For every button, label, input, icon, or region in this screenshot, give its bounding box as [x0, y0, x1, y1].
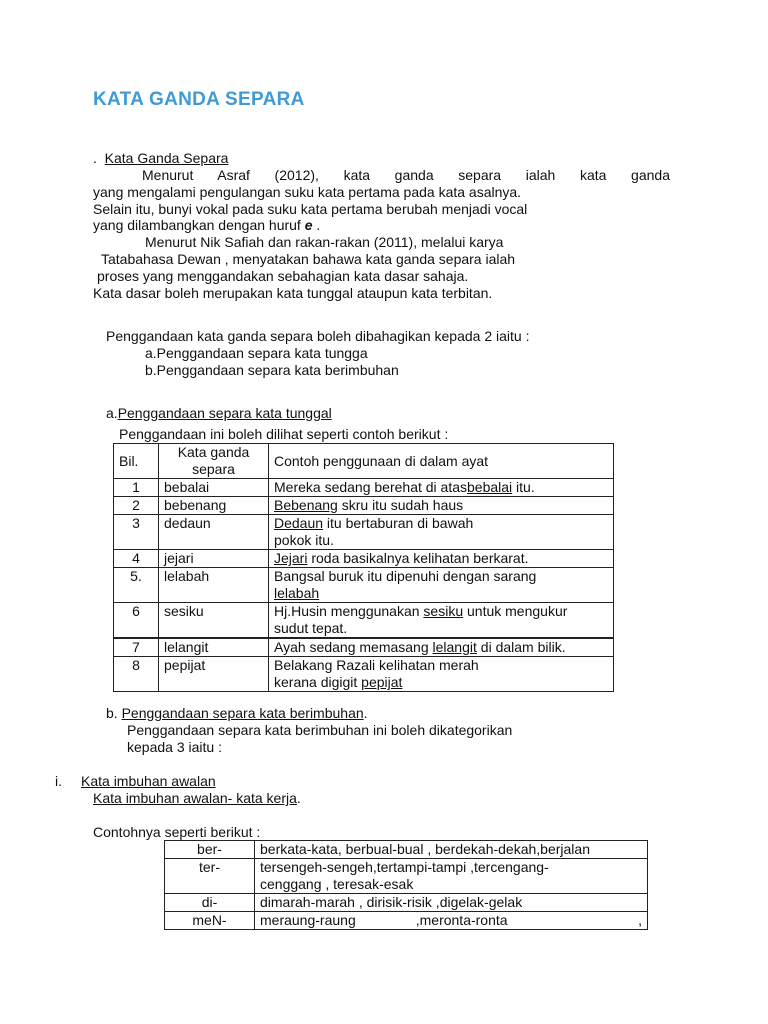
- section-i-heading: Kata imbuhan awalan: [81, 773, 216, 789]
- examples-line1: berkata-kata, berbual-bual , berdekah-dekah,berjalan: [260, 841, 590, 857]
- intro-p2-line2: Tatabahasa Dewan , menyatakan bahawa kata ganda separa ialah: [101, 251, 516, 267]
- contoh-line1: [274, 568, 608, 585]
- section-i-sub-text: Kata imbuhan awalan- kata kerja: [93, 790, 297, 806]
- table-header-row: [114, 444, 614, 479]
- division-b: b.Penggandaan separa kata berimbuhan: [145, 362, 399, 378]
- section-i-sub-end: .: [296, 790, 301, 806]
- table-row: [114, 479, 614, 497]
- examples-text: meraung-raung: [260, 912, 356, 928]
- intro-heading-text: Kata Ganda Separa: [104, 150, 229, 166]
- row-contoh: [269, 657, 614, 692]
- table-row: [114, 657, 614, 692]
- contoh-text: Mereka sedang berehat di atas: [274, 479, 468, 495]
- table-row: [114, 568, 614, 603]
- contoh-line1: [274, 497, 608, 514]
- section-a-prefix: a.: [106, 405, 118, 421]
- contoh-text: pokok itu.: [274, 532, 334, 548]
- row-bil: 2: [114, 497, 159, 515]
- kata-tunggal-table: [113, 443, 614, 692]
- intro-p2-line3: proses yang menggandakan sebahagian kata dasar sahaja.: [97, 268, 469, 284]
- contoh-line2: [274, 620, 608, 637]
- row-examples: [255, 894, 648, 912]
- row-examples: [255, 859, 648, 894]
- contoh-text: di dalam bilik.: [476, 639, 566, 655]
- division-lead: Penggandaan kata ganda separa boleh dibahagikan kepada 2 iaitu :: [106, 328, 530, 344]
- row-kata: jejari: [159, 550, 269, 568]
- row-contoh: [269, 515, 614, 550]
- section-b-heading: [106, 705, 368, 722]
- contoh-text: kerana digigit: [274, 674, 362, 690]
- intro-p1-line2: yang mengalami pengulangan suku kata pertama pada kata asalnya.: [93, 184, 522, 200]
- page-title: KATA GANDA SEPARA: [93, 89, 305, 110]
- contoh-highlight: lelangit: [432, 639, 477, 655]
- contoh-text: Belakang Razali kelihatan merah: [274, 657, 479, 673]
- contoh-text: Ayah sedang memasang: [274, 639, 433, 655]
- header-contoh: [269, 444, 614, 479]
- section-i-sub: [93, 790, 301, 807]
- row-bil: 6: [114, 603, 159, 639]
- contoh-highlight: bebalai: [467, 479, 513, 495]
- contoh-highlight: pepijat: [361, 674, 403, 690]
- contoh-text: Hj.Husin menggunakan: [274, 603, 424, 619]
- contoh-text: sudut tepat.: [274, 620, 348, 636]
- table-row: [165, 912, 648, 930]
- examples-line1: dimarah-marah , dirisik-risik ,digelak-gelak: [260, 894, 523, 910]
- contoh-text: itu bertaburan di bawah: [323, 515, 474, 531]
- table-row: [165, 894, 648, 912]
- intro-p1-line1: Menurut Asraf (2012), kata ganda separa ialah kata ganda: [142, 167, 670, 183]
- row-kata: bebenang: [159, 497, 269, 515]
- row-contoh: [269, 550, 614, 568]
- row-prefix: meN-: [165, 912, 255, 930]
- row-bil: 3: [114, 515, 159, 550]
- row-bil: 4: [114, 550, 159, 568]
- contoh-line2: [274, 585, 608, 602]
- examples-line2: cenggang , teresak-esak: [260, 876, 414, 892]
- section-a-heading: [106, 405, 332, 422]
- section-i-num: i.: [55, 773, 62, 789]
- row-bil: 8: [114, 657, 159, 692]
- row-contoh: [269, 568, 614, 603]
- intro-p1-line4: [93, 217, 320, 234]
- row-contoh: [269, 638, 614, 657]
- contoh-line1: [274, 515, 608, 532]
- intro-p1-letter-e: e: [304, 217, 313, 233]
- contoh-line2: [274, 674, 608, 691]
- contoh-line1: [274, 550, 608, 567]
- row-prefix: ter-: [165, 859, 255, 894]
- intro-heading: [93, 150, 228, 167]
- section-b-heading-end: .: [363, 705, 368, 721]
- intro-p1-line4-end: .: [312, 217, 321, 233]
- section-i-lead: Contohnya seperti berikut :: [93, 824, 261, 840]
- section-b-prefix: b.: [106, 705, 122, 721]
- contoh-highlight: Bebenang: [274, 497, 338, 513]
- section-a-lead: Penggandaan ini boleh dilihat seperti contoh berikut :: [119, 426, 449, 442]
- row-kata: lelabah: [159, 568, 269, 603]
- section-a-heading-text: Penggandaan separa kata tunggal: [117, 405, 332, 421]
- contoh-text: untuk mengukur: [463, 603, 568, 619]
- header-contoh-text: Contoh penggunaan di dalam ayat: [274, 452, 489, 469]
- section-b-heading-text: Penggandaan separa kata berimbuhan: [121, 705, 364, 721]
- contoh-text: itu.: [512, 479, 535, 495]
- row-prefix: ber-: [165, 841, 255, 859]
- contoh-highlight: Dedaun: [274, 515, 324, 531]
- header-kata: [159, 444, 269, 479]
- row-kata: sesiku: [159, 603, 269, 639]
- row-prefix: di-: [165, 894, 255, 912]
- imbuhan-awalan-table: [164, 840, 648, 930]
- header-bil-text: Bil.: [119, 452, 139, 469]
- contoh-text: skru itu sudah haus: [337, 497, 464, 513]
- row-kata: pepijat: [159, 657, 269, 692]
- intro-p2-line1: Menurut Nik Safiah dan rakan-rakan (2011), melalui karya: [145, 234, 504, 250]
- examples-line1: [260, 912, 642, 929]
- row-contoh: [269, 497, 614, 515]
- row-bil: 7: [114, 638, 159, 657]
- row-kata: dedaun: [159, 515, 269, 550]
- examples-text: ,meronta-ronta: [415, 912, 508, 928]
- section-b-lead2: kepada 3 iaitu :: [127, 739, 222, 755]
- table-row: [165, 859, 648, 894]
- row-contoh: [269, 603, 614, 639]
- intro-heading-dot: .: [93, 150, 97, 166]
- row-bil: 1: [114, 479, 159, 497]
- contoh-line1: [274, 657, 608, 674]
- table-row: [114, 497, 614, 515]
- contoh-highlight: lelabah: [274, 585, 320, 601]
- section-b-lead1: Penggandaan separa kata berimbuhan ini boleh dikategorikan: [127, 722, 513, 738]
- contoh-text: roda basikalnya kelihatan berkarat.: [307, 550, 529, 566]
- row-kata: lelangit: [159, 638, 269, 657]
- table-row: [114, 638, 614, 657]
- row-bil: 5.: [114, 568, 159, 603]
- row-examples: [255, 912, 648, 930]
- row-contoh: [269, 479, 614, 497]
- table-row: [114, 515, 614, 550]
- header-kata-line2: separa: [192, 461, 235, 477]
- row-kata: bebalai: [159, 479, 269, 497]
- table-row: [165, 841, 648, 859]
- contoh-line1: [274, 603, 608, 620]
- contoh-line1: [274, 639, 608, 656]
- intro-p2-line4: Kata dasar boleh merupakan kata tunggal ataupun kata terbitan.: [93, 285, 493, 301]
- contoh-line1: [274, 479, 608, 496]
- header-bil: [114, 444, 159, 479]
- examples-group: [260, 912, 508, 929]
- contoh-highlight: Jejari: [274, 550, 308, 566]
- row-examples: [255, 841, 648, 859]
- contoh-highlight: sesiku: [423, 603, 464, 619]
- intro-p1-line4-text: yang dilambangkan dengan huruf: [93, 217, 305, 233]
- division-a: a.Penggandaan separa kata tungga: [145, 345, 368, 361]
- table-row: [114, 550, 614, 568]
- contoh-line2: [274, 532, 608, 549]
- examples-line1: tersengeh-sengeh,tertampi-tampi ,tercengang-: [260, 859, 549, 875]
- table-row: [114, 603, 614, 639]
- examples-text: ,: [638, 912, 642, 928]
- contoh-text: Bangsal buruk itu dipenuhi dengan sarang: [274, 568, 537, 584]
- intro-p1-line3: Selain itu, bunyi vokal pada suku kata pertama berubah menjadi vocal: [93, 201, 528, 217]
- header-kata-line1: Kata ganda: [177, 444, 250, 460]
